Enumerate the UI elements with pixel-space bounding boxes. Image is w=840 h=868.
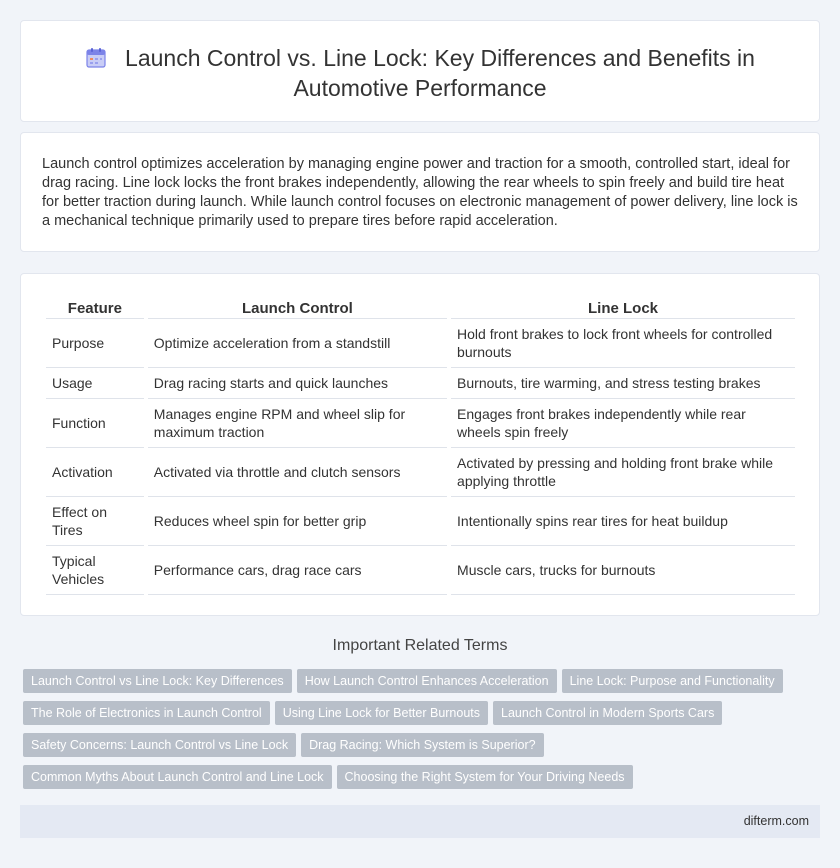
table-row: [46, 319, 795, 368]
table-row: [46, 399, 795, 448]
related-terms-title: Important Related Terms: [332, 637, 508, 654]
related-term-tag[interactable]: The Role of Electronics in Launch Control: [23, 701, 270, 725]
intro-text: Launch control optimizes acceleration by managing engine power and traction for a smooth, controlled start, ideal for drag racing. Line lock locks the front brakes independently, allowing the rear wheels to spin freely and build tire heat for better traction during launch. While launch control focuses on electronic management of power delivery, line lock is a mechanical technique primarily used to prepare tires before rapid acceleration.: [42, 156, 798, 229]
related-term-tag[interactable]: Common Myths About Launch Control and Line Lock: [23, 765, 332, 789]
feature-cell: Activation: [46, 448, 144, 497]
header-launch-control: Launch Control: [148, 296, 447, 319]
related-term-tag[interactable]: Launch Control vs Line Lock: Key Differences: [23, 669, 292, 693]
footer: [20, 805, 820, 838]
launch-control-cell: Reduces wheel spin for better grip: [148, 497, 447, 546]
line-lock-cell: Hold front brakes to lock front wheels for controlled burnouts: [451, 319, 795, 368]
launch-control-cell: Activated via throttle and clutch sensors: [148, 448, 447, 497]
related-term-tag[interactable]: Launch Control in Modern Sports Cars: [493, 701, 722, 725]
header-line-lock: Line Lock: [451, 296, 795, 319]
footer-site-link[interactable]: difterm.com: [743, 814, 809, 828]
related-term-tag[interactable]: Drag Racing: Which System is Superior?: [301, 733, 543, 757]
related-term-tag[interactable]: How Launch Control Enhances Acceleration: [297, 669, 557, 693]
calendar-icon: [85, 47, 107, 69]
feature-cell: Function: [46, 399, 144, 448]
header-feature: Feature: [46, 296, 144, 319]
launch-control-cell: Drag racing starts and quick launches: [148, 368, 447, 399]
page-title: Launch Control vs. Line Lock: Key Differences and Benefits in Automotive Performance: [125, 45, 755, 101]
table-row: [46, 448, 795, 497]
feature-cell: Effect on Tires: [46, 497, 144, 546]
feature-cell: Typical Vehicles: [46, 546, 144, 595]
launch-control-cell: Manages engine RPM and wheel slip for maximum traction: [148, 399, 447, 448]
line-lock-cell: Burnouts, tire warming, and stress testing brakes: [451, 368, 795, 399]
related-term-tag[interactable]: Choosing the Right System for Your Driving Needs: [337, 765, 633, 789]
intro-card: [20, 132, 820, 252]
related-term-tag[interactable]: Line Lock: Purpose and Functionality: [562, 669, 783, 693]
line-lock-cell: Activated by pressing and holding front brake while applying throttle: [451, 448, 795, 497]
related-terms-list: [23, 669, 803, 797]
line-lock-cell: Engages front brakes independently while rear wheels spin freely: [451, 399, 795, 448]
line-lock-cell: Intentionally spins rear tires for heat buildup: [451, 497, 795, 546]
comparison-card: [20, 273, 820, 616]
feature-cell: Purpose: [46, 319, 144, 368]
related-term-tag[interactable]: Using Line Lock for Better Burnouts: [275, 701, 488, 725]
line-lock-cell: Muscle cars, trucks for burnouts: [451, 546, 795, 595]
page-title-container: [61, 43, 779, 103]
feature-cell: Usage: [46, 368, 144, 399]
table-header-row: [46, 296, 795, 319]
comparison-table: [42, 296, 799, 595]
launch-control-cell: Performance cars, drag race cars: [148, 546, 447, 595]
launch-control-cell: Optimize acceleration from a standstill: [148, 319, 447, 368]
table-row: [46, 546, 795, 595]
title-card: [20, 20, 820, 122]
table-row: [46, 368, 795, 399]
table-row: [46, 497, 795, 546]
related-term-tag[interactable]: Safety Concerns: Launch Control vs Line Lock: [23, 733, 296, 757]
